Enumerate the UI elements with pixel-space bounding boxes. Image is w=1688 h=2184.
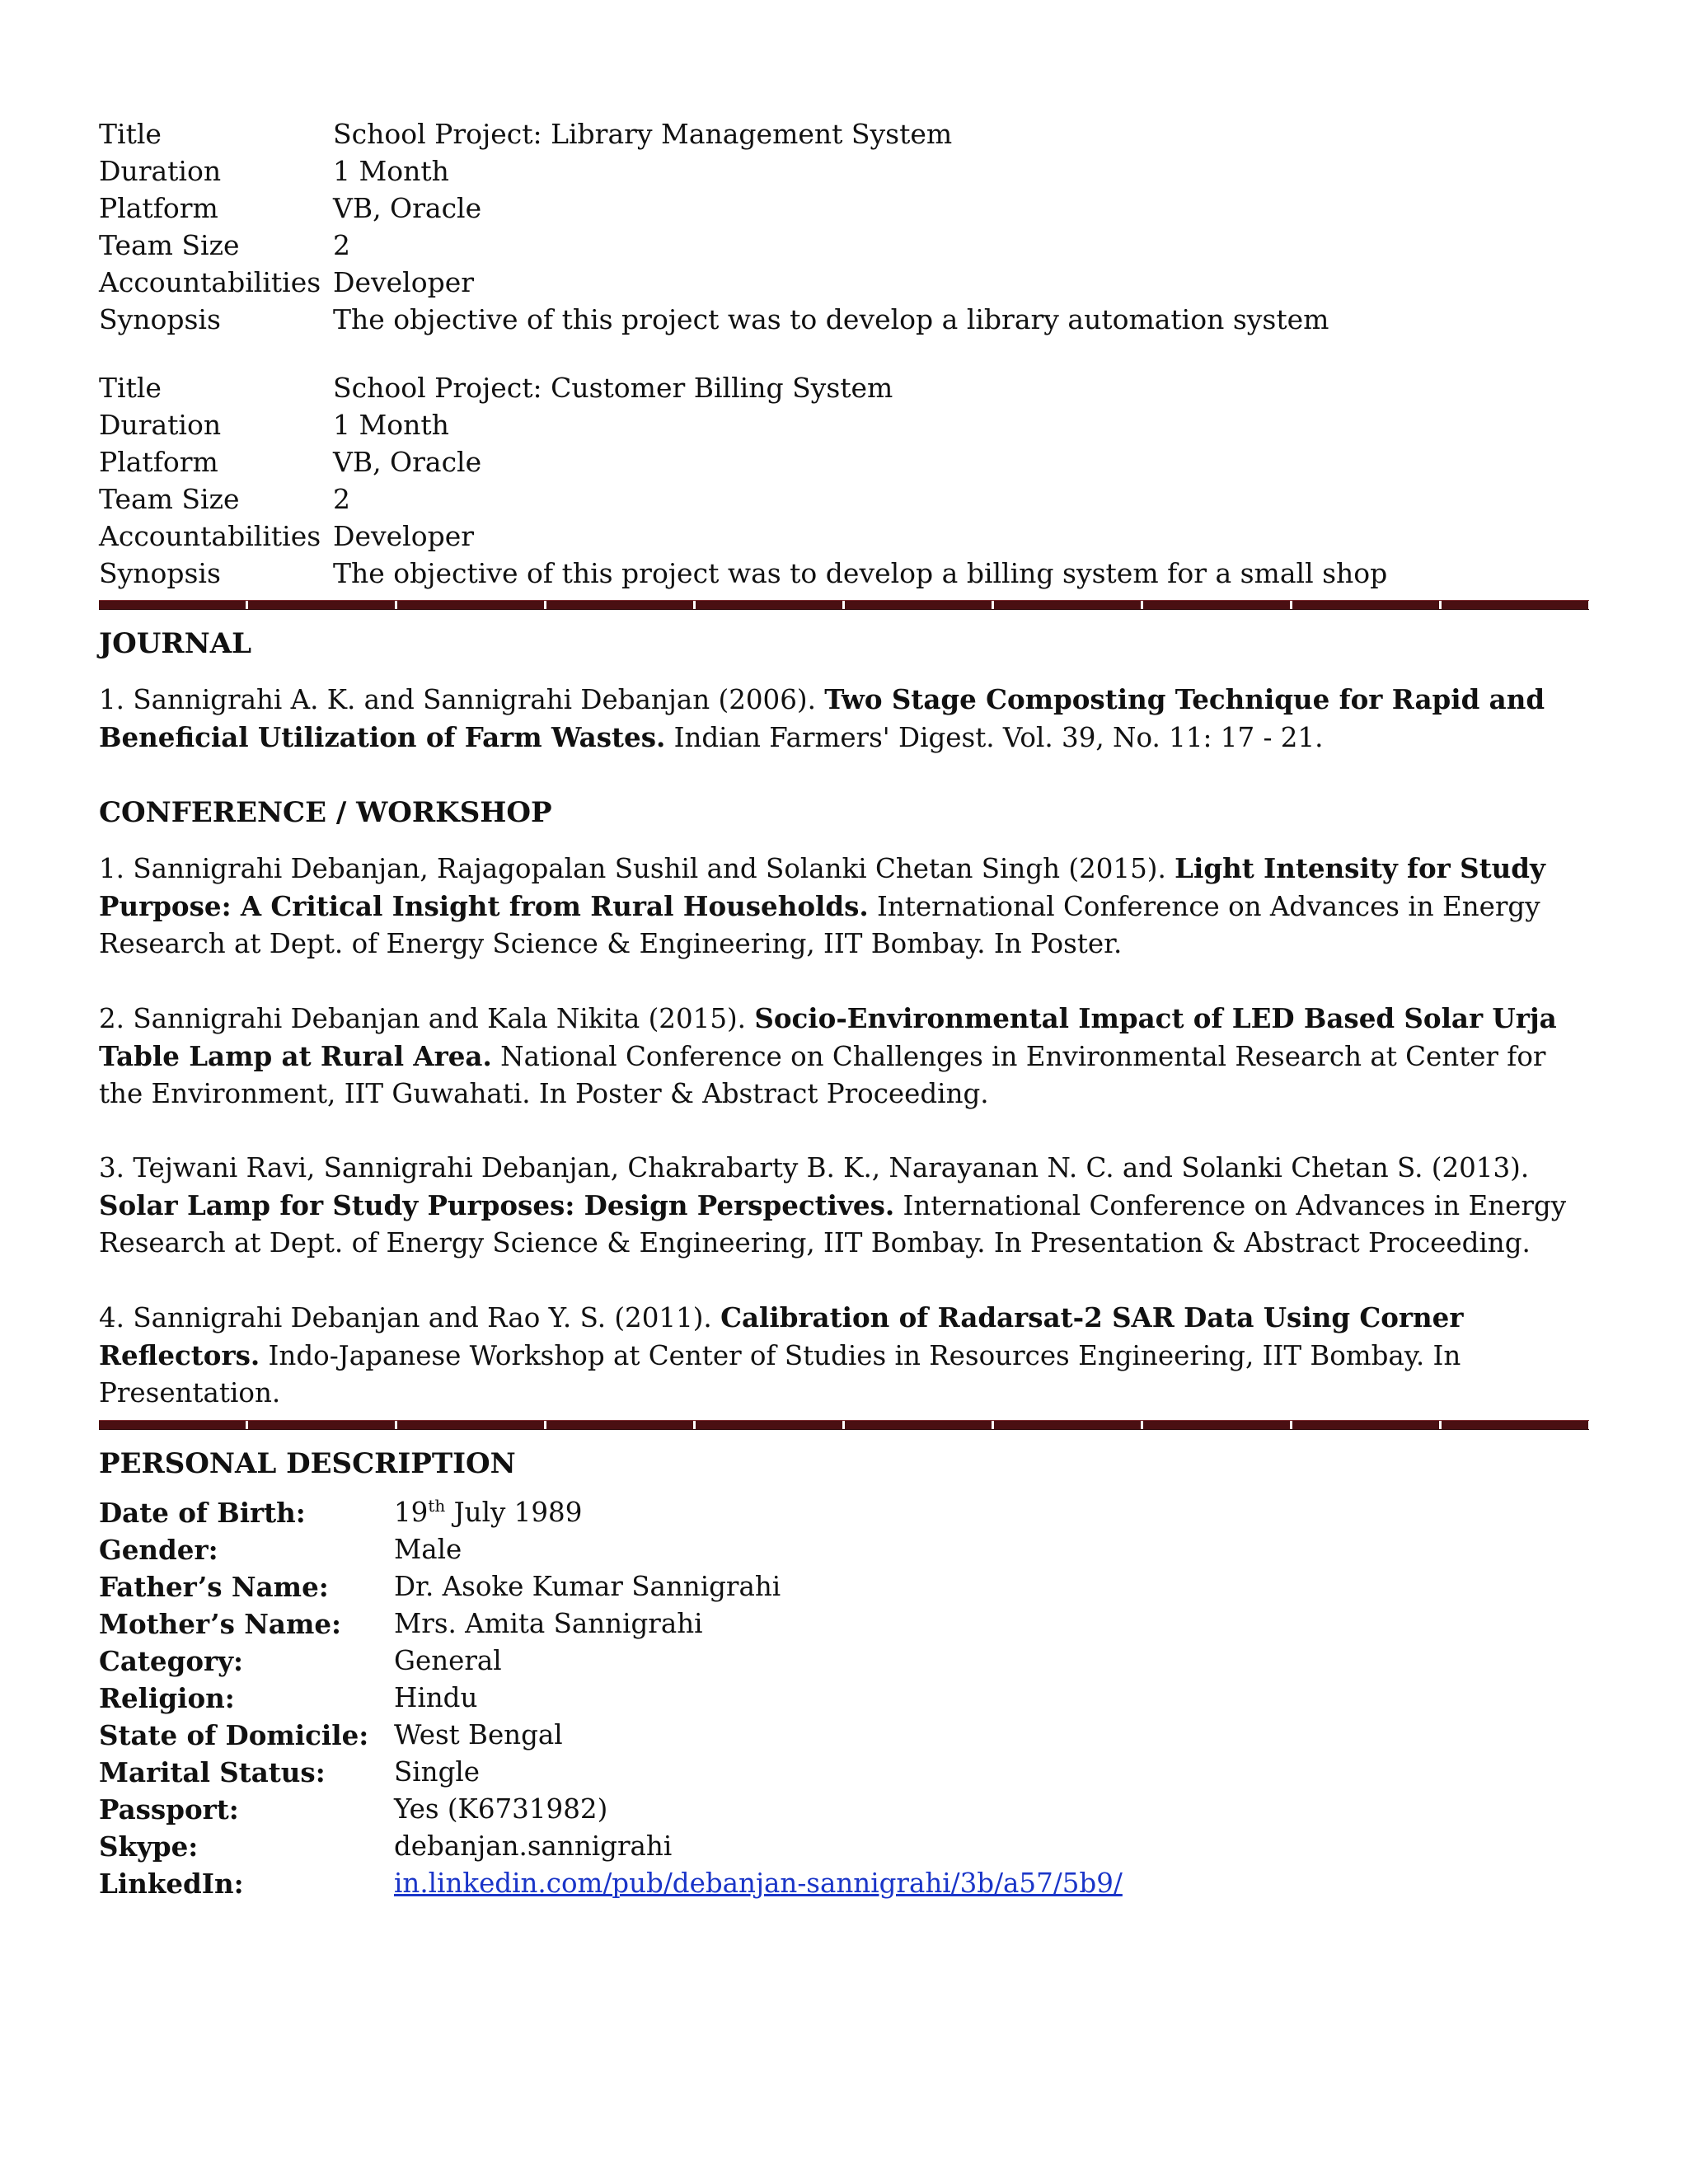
conference-entry bbox=[99, 1150, 1589, 1262]
personal-label: Passport: bbox=[99, 1793, 239, 1825]
project-field-label: Team Size bbox=[99, 229, 240, 261]
project-row bbox=[99, 555, 1387, 592]
project-field-value: 2 bbox=[333, 483, 350, 515]
personal-label: Religion: bbox=[99, 1682, 235, 1714]
project-block bbox=[99, 115, 1589, 338]
project-field-label: Title bbox=[99, 118, 162, 150]
entry-venue: Indo-Japanese Workshop at Center of Studies in Resources Engineering, IIT Bombay. In Presentation. bbox=[99, 1340, 1461, 1408]
project-field-label: Accountabilities bbox=[99, 266, 321, 298]
entry-title: Two Stage Composting Technique for Rapid and Beneficial Utilization of Farm Wastes. bbox=[99, 683, 1545, 753]
project-field-value: School Project: Library Management System bbox=[333, 118, 953, 150]
project-field-label: Duration bbox=[99, 155, 222, 187]
project-row bbox=[99, 115, 1329, 152]
personal-row bbox=[99, 1568, 1123, 1605]
entry-authors: 4. Sannigrahi Debanjan and Rao Y. S. (2011). bbox=[99, 1302, 721, 1333]
project-row bbox=[99, 227, 1329, 264]
entry-title: Calibration of Radarsat-2 SAR Data Using Corner Reflectors. bbox=[99, 1301, 1464, 1371]
project-field-value: The objective of this project was to develop a billing system for a small shop bbox=[333, 557, 1388, 589]
project-row bbox=[99, 480, 1387, 518]
project-row bbox=[99, 152, 1329, 190]
personal-row bbox=[99, 1531, 1123, 1568]
project-field-label: Platform bbox=[99, 192, 218, 224]
personal-label: Marital Status: bbox=[99, 1756, 326, 1788]
project-row bbox=[99, 264, 1329, 301]
personal-row bbox=[99, 1605, 1123, 1643]
project-row bbox=[99, 518, 1387, 555]
entry-authors: 1. Sannigrahi A. K. and Sannigrahi Debanjan (2006). bbox=[99, 684, 825, 715]
project-field-value: 2 bbox=[333, 229, 350, 261]
project-field-label: Platform bbox=[99, 446, 218, 478]
dob-suffix: th bbox=[428, 1496, 446, 1516]
personal-value: General bbox=[394, 1645, 502, 1676]
personal-label: State of Domicile: bbox=[99, 1719, 369, 1751]
resume-page bbox=[99, 115, 1589, 1902]
project-field-value: School Project: Customer Billing System bbox=[333, 372, 893, 404]
personal-value: West Bengal bbox=[394, 1719, 563, 1750]
journal-entry bbox=[99, 681, 1589, 757]
personal-value: debanjan.sannigrahi bbox=[394, 1830, 673, 1862]
personal-label: Father’s Name: bbox=[99, 1571, 329, 1603]
personal-label: Date of Birth: bbox=[99, 1497, 306, 1529]
linkedin-cell bbox=[394, 1865, 1123, 1902]
project-field-value: The objective of this project was to develop a library automation system bbox=[333, 303, 1329, 335]
personal-row bbox=[99, 1828, 1123, 1865]
personal-table bbox=[99, 1494, 1123, 1902]
linkedin-link[interactable]: in.linkedin.com/pub/debanjan-sannigrahi/3b/a57/5b9/ bbox=[394, 1868, 1123, 1899]
personal-label: Mother’s Name: bbox=[99, 1608, 342, 1640]
dob-value bbox=[394, 1494, 1123, 1531]
project-field-label: Accountabilities bbox=[99, 520, 321, 552]
personal-row bbox=[99, 1717, 1123, 1754]
project-field-value: 1 Month bbox=[333, 155, 449, 187]
entry-title: Socio-Environmental Impact of LED Based Solar Urja Table Lamp at Rural Area. bbox=[99, 1002, 1557, 1072]
project-field-label: Synopsis bbox=[99, 303, 221, 335]
personal-label: Category: bbox=[99, 1645, 244, 1677]
conference-entry bbox=[99, 1299, 1589, 1412]
project-field-value: 1 Month bbox=[333, 409, 449, 441]
project-field-label: Team Size bbox=[99, 483, 240, 515]
dob-day: 19 bbox=[394, 1497, 429, 1528]
personal-value: Male bbox=[394, 1534, 462, 1565]
personal-value: Mrs. Amita Sannigrahi bbox=[394, 1608, 703, 1639]
personal-row bbox=[99, 1494, 1123, 1531]
personal-row bbox=[99, 1791, 1123, 1828]
entry-authors: 2. Sannigrahi Debanjan and Kala Nikita (2015). bbox=[99, 1003, 755, 1034]
project-field-label: Title bbox=[99, 372, 162, 404]
project-row bbox=[99, 406, 1387, 443]
project-field-label: Synopsis bbox=[99, 557, 221, 589]
personal-value: Dr. Asoke Kumar Sannigrahi bbox=[394, 1571, 781, 1602]
personal-label: Skype: bbox=[99, 1830, 199, 1863]
entry-venue: National Conference on Challenges in Environmental Research at Center for the Environment, IIT Guwahati. In Poster & Abstract Proceeding. bbox=[99, 1041, 1546, 1109]
entry-venue: International Conference on Advances in Energy Research at Dept. of Energy Science & Engineering, IIT Bombay. In Presentation & Abstract Proceeding. bbox=[99, 1190, 1567, 1258]
personal-label: LinkedIn: bbox=[99, 1868, 244, 1900]
project-block bbox=[99, 369, 1589, 592]
project-row bbox=[99, 443, 1387, 480]
project-field-value: VB, Oracle bbox=[333, 446, 482, 478]
personal-label: Gender: bbox=[99, 1534, 218, 1566]
entry-venue: International Conference on Advances in Energy Research at Dept. of Energy Science & Engineering, IIT Bombay. In Poster. bbox=[99, 891, 1540, 959]
conference-entry bbox=[99, 850, 1589, 963]
personal-row bbox=[99, 1643, 1123, 1680]
personal-value: Yes (K6731982) bbox=[394, 1793, 608, 1825]
entry-authors: 1. Sannigrahi Debanjan, Rajagopalan Sushil and Solanki Chetan Singh (2015). bbox=[99, 853, 1175, 884]
project-field-value: Developer bbox=[333, 266, 475, 298]
conference-heading: CONFERENCE / WORKSHOP bbox=[99, 796, 552, 829]
entry-venue: Indian Farmers' Digest. Vol. 39, No. 11: 17 - 21. bbox=[665, 722, 1324, 753]
entry-authors: 3. Tejwani Ravi, Sannigrahi Debanjan, Chakrabarty B. K., Narayanan N. C. and Solanki Chetan S. (2013). bbox=[99, 1152, 1530, 1183]
project-row bbox=[99, 369, 1387, 406]
entry-title: Solar Lamp for Study Purposes: Design Perspectives. bbox=[99, 1189, 895, 1221]
dob-rest: July 1989 bbox=[445, 1497, 583, 1528]
project-row bbox=[99, 301, 1329, 338]
section-divider bbox=[99, 1420, 1589, 1430]
project-row bbox=[99, 190, 1329, 227]
project-table bbox=[99, 115, 1329, 338]
journal-heading: JOURNAL bbox=[99, 627, 251, 660]
personal-value: Hindu bbox=[394, 1682, 478, 1713]
project-table bbox=[99, 369, 1387, 592]
project-field-value: VB, Oracle bbox=[333, 192, 482, 224]
personal-row bbox=[99, 1865, 1123, 1902]
section-divider bbox=[99, 600, 1589, 610]
entry-title: Light Intensity for Study Purpose: A Critical Insight from Rural Households. bbox=[99, 852, 1545, 922]
personal-heading: PERSONAL DESCRIPTION bbox=[99, 1447, 516, 1480]
personal-value: Single bbox=[394, 1756, 481, 1788]
personal-row bbox=[99, 1680, 1123, 1717]
project-field-label: Duration bbox=[99, 409, 222, 441]
personal-row bbox=[99, 1754, 1123, 1791]
project-field-value: Developer bbox=[333, 520, 475, 552]
conference-entry bbox=[99, 1000, 1589, 1113]
